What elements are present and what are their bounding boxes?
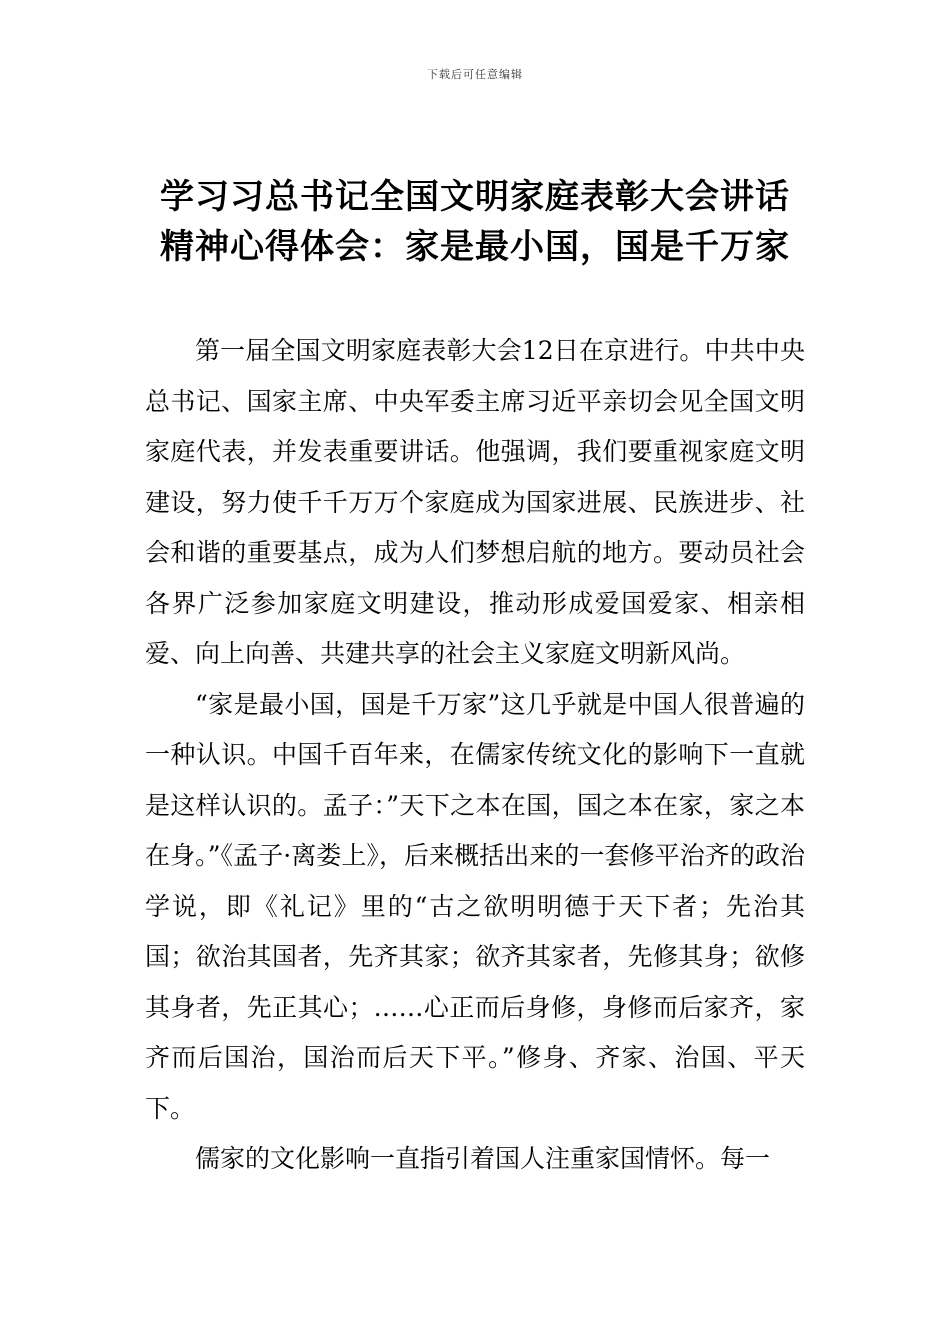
paragraph-3: 儒家的文化影响一直指引着国人注重家国情怀。每一 [195, 1144, 771, 1173]
document-title [140, 172, 810, 272]
header-note: 下载后可任意编辑 [427, 68, 523, 81]
title-line-1: 学习习总书记全国文明家庭表彰大会讲话 [160, 177, 790, 217]
document-body [145, 326, 805, 1185]
paragraph-2: “家是最小国，国是千万家”这几乎就是中国人很普遍的一种认识。中国千百年来，在儒家传统文化的影响下一直就是这样认识的。孟子：”天下之本在国，国之本在家，家之本在身。”《孟子·离娄上》，后来概括出来的一套修平治齐的政治学说，即《礼记》里的“古之欲明明德于天下者；先治其国；欲治其国者，先齐其家；欲齐其家者，先修其身；欲修其身者，先正其心；……心正而后身修，身修而后家齐，家齐而后国治，国治而后天下平。”修身、齐家、治国、平天下。 [145, 689, 805, 1123]
title-line-2: 精神心得体会：家是最小国，国是千万家 [160, 227, 790, 267]
paragraph-1: 第一届全国文明家庭表彰大会12日在京进行。中共中央总书记、国家主席、中央军委主席习近平亲切会见全国文明家庭代表，并发表重要讲话。他强调，我们要重视家庭文明建设，努力使千千万万个家庭成为国家进展、民族进步、社会和谐的重要基点，成为人们梦想启航的地方。要动员社会各界广泛参加家庭文明建设，推动形成爱国爱家、相亲相爱、向上向善、共建共享的社会主义家庭文明新风尚。 [145, 336, 805, 668]
